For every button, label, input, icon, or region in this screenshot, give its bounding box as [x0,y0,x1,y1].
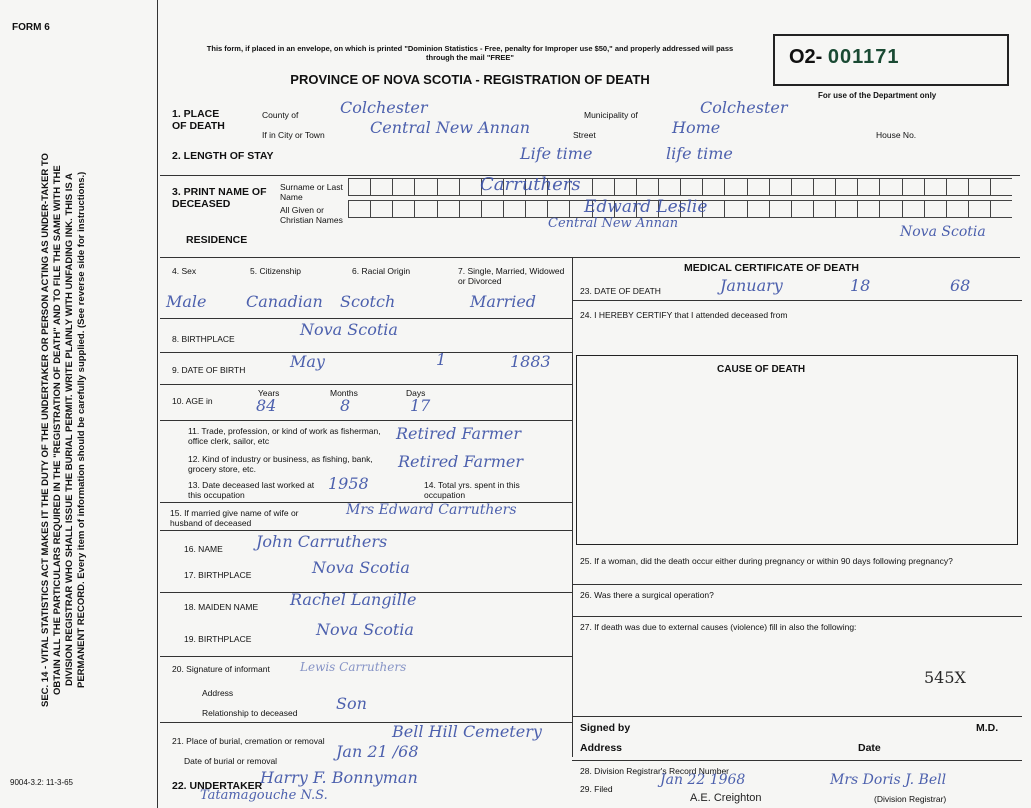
total-yrs-label: 14. Total yrs. spent in this occupation [424,480,520,500]
div-registrar-label: (Division Registrar) [874,794,947,804]
father-birthplace-value: Nova Scotia [312,558,410,577]
municipality-value: Colchester [700,98,788,117]
racial-value: Scotch [340,292,396,311]
dept-use-label: For use of the Department only [818,91,937,100]
spouse-label: 15. If married give name of wife or husband of deceased [170,508,299,528]
trade-value: Retired Farmer [396,424,521,443]
death-date-label: 23. DATE OF DEATH [580,286,661,296]
house-label: House No. [876,130,917,140]
burial-place-value: Bell Hill Cemetery [392,722,542,741]
mother-birthplace-value: Nova Scotia [316,620,414,639]
filed-value: Jan 22 1968 [660,772,746,788]
cert-date-label: Date [858,742,881,754]
dob-day: 1 [436,350,447,369]
death-day: 18 [850,276,871,295]
cause-of-death-box [576,355,1018,545]
mail-notice: This form, if placed in an envelope, on which is printed "Dominion Statistics - Free, penalty for Improper use $50," and properly addressed will pass through the mail "FREE" [206,44,734,62]
q26-label: 26. Was there a surgical operation? [580,590,714,600]
undertaker-address: Tatamagouche N.S. [200,788,328,803]
stay-local-value: Life time [520,144,593,163]
sex-value: Male [166,292,207,311]
industry-value: Retired Farmer [398,452,523,471]
sex-label: 4. Sex [172,266,197,276]
mother-birthplace-label: 19. BIRTHPLACE [184,634,252,644]
citizenship-label: 5. Citizenship [250,266,302,276]
city-label: If in City or Town [262,130,325,140]
last-worked-label: 13. Date deceased last worked at this occupation [188,480,315,500]
citizenship-value: Canadian [246,292,323,311]
last-worked-value: 1958 [328,474,369,493]
days-label: Days [406,388,426,398]
age-label: 10. AGE in [172,396,213,406]
county-value: Colchester [340,98,428,117]
mother-maiden-label: 18. MAIDEN NAME [184,602,259,612]
father-name-value: John Carruthers [256,532,388,551]
dob-month: May [290,352,325,371]
side-instructions: SEC. 14 - VITAL STATISTICS ACT MAKES IT THE DUTY OF THE UNDERTAKER OR PERSON ACTING AS UNDER-TAKER TO OBTAIN ALL THE PARTICULARS REQUIRED IN THE "REGISTRATION OF DEATH" AND TO FILE THE SAME WITH THE DIVISION REGISTRAR WHO SHALL ISSUE THE BURIAL PERMIT. WRITE PLAINLY WITH UNFADING INK. THIS IS A PERMANENT RECORD. Every item of information should be carefully supplied. (See reverse side for instructions.) [40,153,87,707]
informant-value: Lewis Carruthers [300,660,407,674]
informant-label: 20. Signature of informant [172,664,270,674]
registrar-value: Mrs Doris J. Bell [830,772,947,788]
surname-grid [348,178,1012,198]
relationship-value: Son [336,694,367,713]
death-year: 68 [950,276,971,295]
surname-label: Surname or Last Name [280,182,343,202]
signed-by-label: Signed by [580,722,631,734]
age-days: 17 [410,396,431,415]
md-label: M.D. [976,722,999,734]
margin-line [157,0,158,808]
cert-address-label: Address [580,742,623,754]
residence-value: Central New Annan [548,216,679,231]
residence-label: RESIDENCE [186,234,248,246]
father-name-label: 16. NAME [184,544,223,554]
address-label: Address [202,688,234,698]
years-label: Years [258,388,280,398]
mother-maiden-value: Rachel Langille [290,590,417,609]
dob-year: 1883 [510,352,551,371]
form-number: FORM 6 [12,22,50,33]
given-value: Edward Leslie [584,197,708,217]
municipality-label: Municipality of [584,110,638,120]
marital-value: Married [470,292,537,311]
age-months: 8 [340,396,351,415]
q25-label: 25. If a woman, did the death occur either during pregnancy or within 90 days following pregnancy? [580,556,953,566]
burial-date-label: Date of burial or removal [184,756,278,766]
undertaker-label: 22. UNDERTAKER [172,780,263,792]
residence-province: Nova Scotia [900,224,986,240]
burial-date-value: Jan 21 /68 [336,742,419,761]
racial-label: 6. Racial Origin [352,266,411,276]
form-title: PROVINCE OF NOVA SCOTIA - REGISTRATION OF DEATH [290,72,650,87]
given-label: All Given or Christian Names [280,205,343,225]
filed-by: A.E. Creighton [690,792,762,804]
burial-place-label: 21. Place of burial, cremation or removal [172,736,325,746]
print-name-label: 3. PRINT NAME OF DECEASED [172,186,267,210]
death-month: January [720,276,783,295]
street-value: Home [672,118,721,137]
place-of-death-label: 1. PLACE OF DEATH [172,108,225,132]
medical-cert-title: MEDICAL CERTIFICATE OF DEATH [684,262,859,274]
street-label: Street [573,130,596,140]
county-label: County of [262,110,299,120]
city-value: Central New Annan [370,118,531,137]
q27-label: 27. If death was due to external causes (violence) fill in also the following: [580,622,857,632]
q29-label: 29. Filed [580,784,613,794]
undertaker-value: Harry F. Bonnyman [260,768,418,787]
birthplace-value: Nova Scotia [300,320,398,339]
length-of-stay-label: 2. LENGTH OF STAY [172,150,274,162]
stay-province-value: life time [666,144,733,163]
father-birthplace-label: 17. BIRTHPLACE [184,570,252,580]
relationship-label: Relationship to deceased [202,708,298,718]
record-stamp: 545X [924,668,966,687]
age-years: 84 [256,396,277,415]
cause-title: CAUSE OF DEATH [717,364,806,375]
trade-label: 11. Trade, profession, or kind of work as fisherman, office clerk, sailor, etc [188,426,381,446]
industry-label: 12. Kind of industry or business, as fishing, bank, grocery store, etc. [188,454,373,474]
footer-code: 9004-3.2: 11-3-65 [10,778,74,787]
q28-label: 28. Division Registrar's Record Number [580,766,730,776]
surname-value: Carruthers [480,174,581,195]
spouse-value: Mrs Edward Carruthers [346,502,517,518]
marital-label: 7. Single, Married, Widowed or Divorced [458,266,565,286]
certify-label: 24. I HEREBY CERTIFY that I attended deceased from [580,310,788,320]
months-label: Months [330,388,358,398]
dob-label: 9. DATE OF BIRTH [172,365,246,375]
registration-number-box: O2- 001171 [773,34,1009,86]
birthplace-label: 8. BIRTHPLACE [172,334,235,344]
